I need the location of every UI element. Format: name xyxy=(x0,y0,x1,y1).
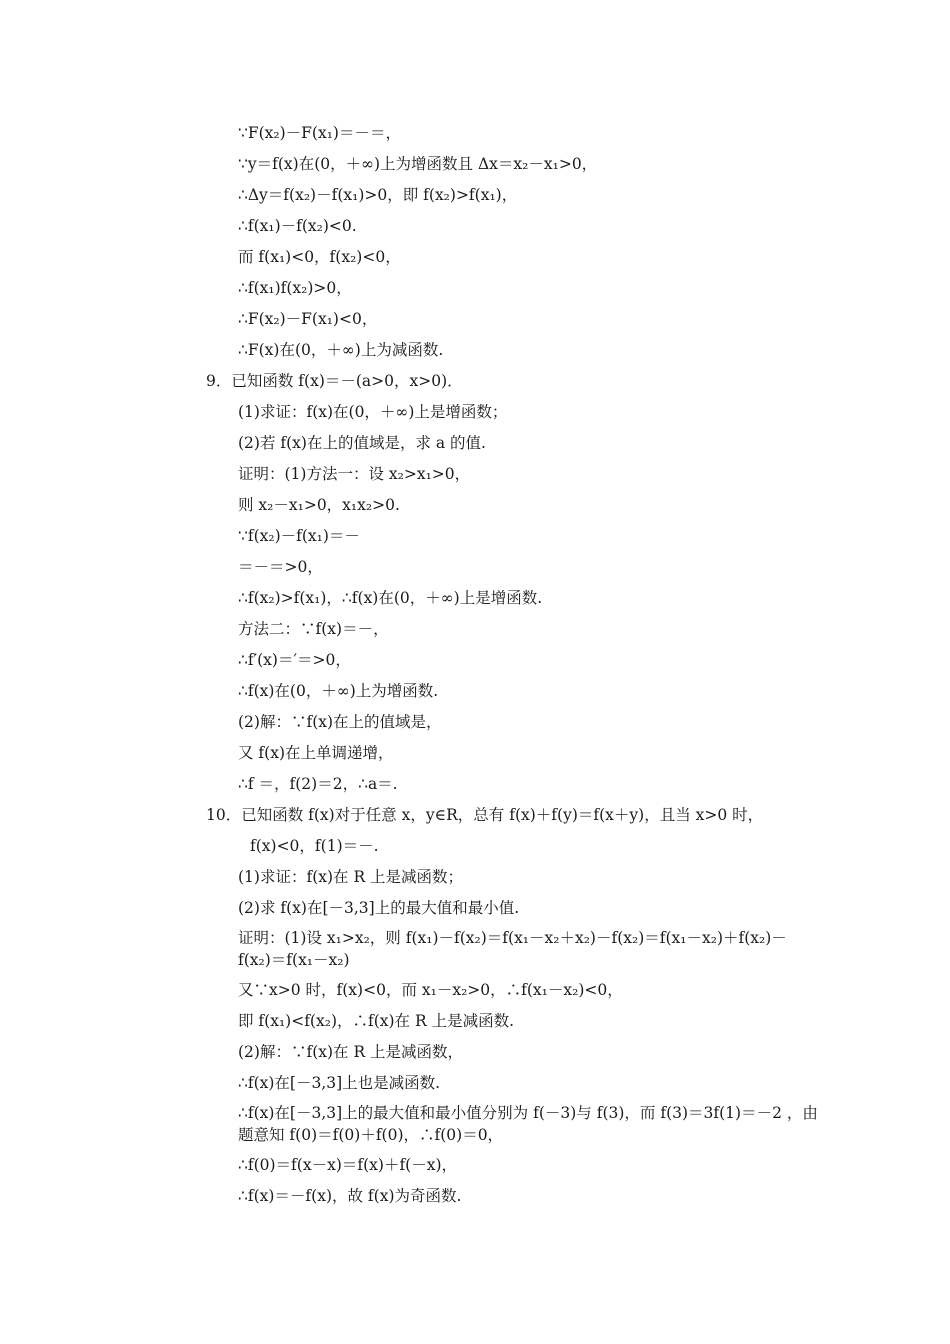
text-line: ∴f′(x)＝′＝>0， xyxy=(238,651,351,669)
text-line: 又 f(x)在上单调递增， xyxy=(238,744,394,762)
text-line: ∵y＝f(x)在(0，＋∞)上为增函数且 Δx＝x₂－x₁>0， xyxy=(238,155,598,173)
text-line: ∴F(x)在(0，＋∞)上为减函数. xyxy=(238,341,444,359)
text-line: f(x)<0，f(1)＝－. xyxy=(250,837,379,855)
text-line: (2)解：∵f(x)在 R 上是减函数， xyxy=(238,1043,464,1061)
text-line: 又∵x>0 时，f(x)<0，而 x₁－x₂>0，∴f(x₁－x₂)<0， xyxy=(238,981,623,999)
text-line: (1)求证：f(x)在 R 上是减函数； xyxy=(238,868,464,886)
text-line: ∴f(x)在[－3,3]上也是减函数. xyxy=(238,1074,441,1092)
text-line: ∵f(x₂)－f(x₁)＝－ xyxy=(238,527,360,545)
text-line: ∵F(x₂)－F(x₁)＝－＝， xyxy=(238,124,401,142)
text-line: ∴Δy＝f(x₂)－f(x₁)>0，即 f(x₂)>f(x₁)， xyxy=(238,186,518,204)
text-line: ＝－＝>0， xyxy=(238,558,323,576)
problem-9-heading: 9．已知函数 f(x)＝－(a>0，x>0)． xyxy=(206,372,463,390)
text-line: ∴f ＝，f(2)＝2，∴a＝. xyxy=(238,775,398,793)
text-line: ∴f(x)在[－3,3]上的最大值和最小值分别为 f(－3)与 f(3)，而 f(3)＝3f(1)＝－2 ，由题意知 f(0)＝f(0)＋f(0)，∴f(0)＝0， xyxy=(238,1104,818,1144)
text-line: 证明：(1)设 x₁>x₂，则 f(x₁)－f(x₂)＝f(x₁－x₂＋x₂)－f(x₂)＝f(x₁－x₂)＋f(x₂)－f(x₂)＝f(x₁－x₂) xyxy=(238,929,787,969)
text-line: 即 f(x₁)<f(x₂)，∴f(x)在 R 上是减函数. xyxy=(238,1012,515,1030)
text-line: ∴f(x₂)>f(x₁)，∴f(x)在(0，＋∞)上是增函数. xyxy=(238,589,543,607)
text-line: (2)求 f(x)在[－3,3]上的最大值和最小值. xyxy=(238,899,520,917)
text-line: (2)若 f(x)在上的值域是，求 a 的值. xyxy=(238,434,486,452)
text-line: 则 x₂－x₁>0，x₁x₂>0. xyxy=(238,496,400,514)
text-line: ∴f(x₁)f(x₂)>0， xyxy=(238,279,352,297)
text-line: ∴f(x)在(0，＋∞)上为增函数. xyxy=(238,682,439,700)
problem-10-heading: 10．已知函数 f(x)对于任意 x，y∈R，总有 f(x)＋f(y)＝f(x＋y)，且当 x>0 时， xyxy=(206,806,764,824)
text-line: (2)解：∵f(x)在上的值域是， xyxy=(238,713,442,731)
text-line: 证明：(1)方法一：设 x₂>x₁>0， xyxy=(238,465,471,483)
text-line: ∴f(x₁)－f(x₂)<0. xyxy=(238,217,357,235)
text-line: ∴F(x₂)－F(x₁)<0， xyxy=(238,310,378,328)
text-line: ∴f(x)＝－f(x)，故 f(x)为奇函数. xyxy=(238,1187,462,1205)
text-line: 方法二：∵f(x)＝－， xyxy=(238,620,389,638)
text-line: 而 f(x₁)<0，f(x₂)<0， xyxy=(238,248,401,266)
text-line: (1)求证：f(x)在(0，＋∞)上是增函数； xyxy=(238,403,508,421)
text-line: ∴f(0)＝f(x－x)＝f(x)＋f(－x)， xyxy=(238,1156,458,1174)
